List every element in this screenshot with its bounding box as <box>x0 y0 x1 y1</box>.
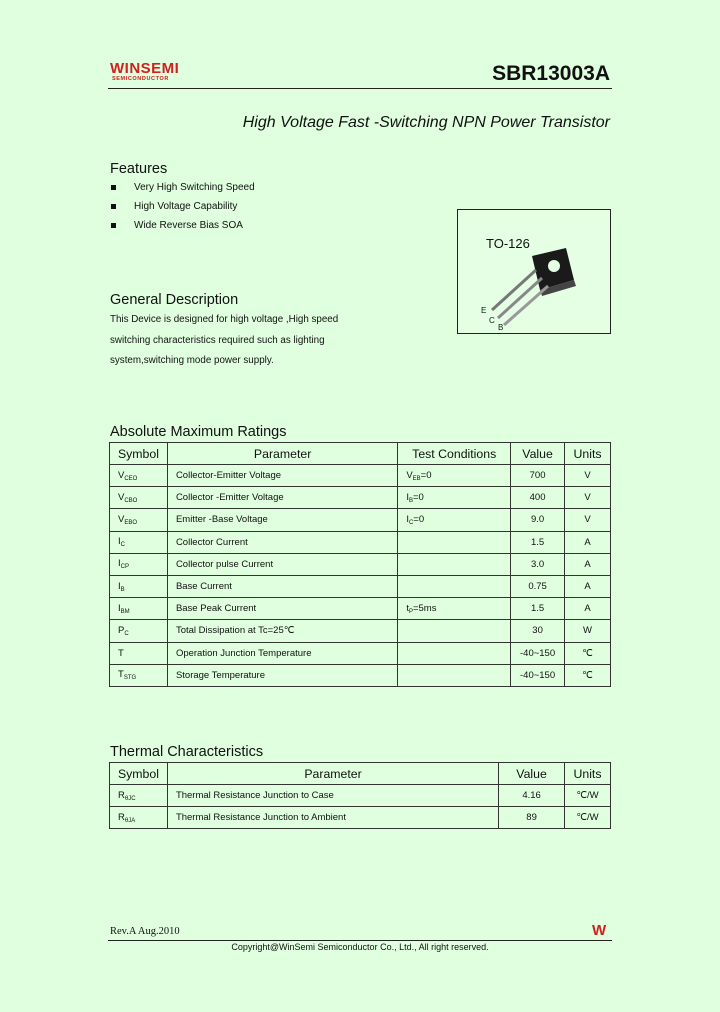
footer-divider <box>108 940 612 941</box>
symbol-letter: V <box>118 469 125 481</box>
table-header-row <box>110 763 611 785</box>
unit-cell: ℃/W <box>565 785 611 807</box>
unit-cell: W <box>565 620 611 642</box>
parameter-cell: Thermal Resistance Junction to Ambient <box>167 807 498 829</box>
parameter-cell: Collector pulse Current <box>167 553 397 575</box>
symbol-cell <box>110 487 168 509</box>
symbol-cell <box>110 620 168 642</box>
unit-cell: V <box>565 465 611 487</box>
condition-part: I <box>406 491 409 503</box>
symbol-subscript: CP <box>120 564 129 571</box>
column-header: Units <box>565 443 611 465</box>
symbol-cell <box>110 465 168 487</box>
symbol-letter: V <box>118 513 125 525</box>
unit-cell: ℃ <box>565 664 611 686</box>
description-heading: General Description <box>110 292 239 308</box>
column-header: Units <box>565 763 611 785</box>
svg-text:B: B <box>498 323 504 332</box>
table-row <box>110 620 611 642</box>
condition-part: P <box>408 608 413 615</box>
feature-item: Wide Reverse Bias SOA <box>111 220 243 231</box>
parameter-cell: Base Peak Current <box>167 598 397 620</box>
feature-item: High Voltage Capability <box>111 201 237 212</box>
condition-part: C <box>408 519 414 526</box>
symbol-letter: T <box>118 647 124 659</box>
column-header: Parameter <box>167 763 498 785</box>
parameter-cell: Thermal Resistance Junction to Case <box>167 785 498 807</box>
symbol-letter: R <box>118 811 125 823</box>
abs-max-heading: Absolute Maximum Ratings <box>110 424 287 440</box>
symbol-letter: V <box>118 491 125 503</box>
table-row <box>110 553 611 575</box>
unit-cell: A <box>565 598 611 620</box>
description-text: This Device is designed for high voltage ,High speed switching characteristics required such as lighting system,switching mode power supply. <box>110 314 339 366</box>
symbol-cell <box>110 807 168 829</box>
symbol-letter: I <box>118 602 121 614</box>
value-cell: -40~150 <box>511 642 565 664</box>
symbol-letter: I <box>118 580 121 592</box>
table-row <box>110 531 611 553</box>
value-cell: 89 <box>499 807 565 829</box>
condition-part: I <box>406 513 409 525</box>
symbol-subscript: CEO <box>124 475 138 482</box>
symbol-subscript: BM <box>120 608 130 615</box>
column-header: Value <box>499 763 565 785</box>
condition-part: t <box>406 602 409 614</box>
table-row <box>110 487 611 509</box>
unit-cell: V <box>565 509 611 531</box>
value-cell: 1.5 <box>511 531 565 553</box>
symbol-cell <box>110 642 168 664</box>
symbol-cell <box>110 509 168 531</box>
condition-cell <box>398 487 511 509</box>
parameter-cell: Storage Temperature <box>167 664 397 686</box>
features-heading: Features <box>110 161 168 177</box>
value-cell: 400 <box>511 487 565 509</box>
svg-text:E: E <box>481 306 487 315</box>
unit-cell: A <box>565 553 611 575</box>
unit-cell: ℃/W <box>565 807 611 829</box>
table-row <box>110 465 611 487</box>
parameter-cell: Collector -Emitter Voltage <box>167 487 397 509</box>
condition-part: =0 <box>420 469 432 481</box>
parameter-cell: Emitter -Base Voltage <box>167 509 397 531</box>
to126-package-icon <box>458 210 610 333</box>
winsemi-logo: WINSEMI <box>110 60 180 77</box>
table-row <box>110 575 611 597</box>
unit-cell: V <box>565 487 611 509</box>
value-cell: 0.75 <box>511 575 565 597</box>
abs-max-table <box>109 442 611 687</box>
package-diagram <box>457 209 611 334</box>
unit-cell: A <box>565 531 611 553</box>
copyright-text: Copyright@WinSemi Semiconductor Co., Ltd., All right reserved. <box>231 942 489 952</box>
table-row <box>110 785 611 807</box>
column-header: Value <box>511 443 565 465</box>
winsemi-mark-icon: W <box>592 922 607 939</box>
parameter-cell: Collector-Emitter Voltage <box>167 465 397 487</box>
value-cell: 1.5 <box>511 598 565 620</box>
document-subtitle: High Voltage Fast -Switching NPN Power Transistor <box>242 114 610 131</box>
value-cell: 3.0 <box>511 553 565 575</box>
unit-cell: ℃ <box>565 642 611 664</box>
condition-part: EB <box>412 475 421 482</box>
parameter-cell: Operation Junction Temperature <box>167 642 397 664</box>
symbol-subscript: EBO <box>124 519 138 526</box>
condition-cell <box>398 642 511 664</box>
parameter-cell: Collector Current <box>167 531 397 553</box>
feature-item: Very High Switching Speed <box>111 182 255 193</box>
thermal-table <box>109 762 611 829</box>
condition-part: V <box>406 469 413 481</box>
symbol-cell <box>110 785 168 807</box>
value-cell: 700 <box>511 465 565 487</box>
symbol-letter: I <box>118 558 121 570</box>
value-cell: 30 <box>511 620 565 642</box>
symbol-cell <box>110 531 168 553</box>
symbol-subscript: STG <box>123 675 137 682</box>
symbol-subscript: B <box>120 586 125 593</box>
condition-cell <box>398 509 511 531</box>
symbol-cell <box>110 575 168 597</box>
symbol-cell <box>110 664 168 686</box>
condition-part: =0 <box>413 513 425 525</box>
symbol-letter: R <box>118 789 125 801</box>
condition-cell <box>398 664 511 686</box>
value-cell: 9.0 <box>511 509 565 531</box>
symbol-subscript: C <box>124 630 129 637</box>
table-row <box>110 598 611 620</box>
condition-cell <box>398 531 511 553</box>
column-header: Symbol <box>110 763 168 785</box>
symbol-subscript: θJA <box>124 817 136 824</box>
table-row <box>110 509 611 531</box>
parameter-cell: Base Current <box>167 575 397 597</box>
table-row <box>110 664 611 686</box>
condition-part: =5ms <box>412 602 437 614</box>
condition-cell <box>398 620 511 642</box>
symbol-subscript: C <box>120 542 125 549</box>
condition-part: =0 <box>412 491 424 503</box>
table-row <box>110 642 611 664</box>
symbol-cell <box>110 553 168 575</box>
parameter-cell: Total Dissipation at Tc=25℃ <box>167 620 397 642</box>
condition-cell <box>398 553 511 575</box>
condition-cell <box>398 598 511 620</box>
value-cell: 4.16 <box>499 785 565 807</box>
value-cell: -40~150 <box>511 664 565 686</box>
symbol-letter: I <box>118 536 121 548</box>
condition-cell <box>398 575 511 597</box>
symbol-letter: T <box>118 669 124 681</box>
condition-part: B <box>408 497 413 504</box>
revision-text: Rev.A Aug.2010 <box>110 926 180 937</box>
symbol-subscript: θJC <box>124 795 136 802</box>
winsemi-logo-subtext: SEMICONDUCTOR <box>112 76 169 82</box>
header-divider <box>108 88 612 89</box>
symbol-cell <box>110 598 168 620</box>
svg-text:C: C <box>489 316 495 325</box>
thermal-heading: Thermal Characteristics <box>110 744 264 760</box>
part-number: SBR13003A <box>492 62 610 85</box>
column-header: Test Conditions <box>398 443 511 465</box>
column-header: Parameter <box>167 443 397 465</box>
table-header-row <box>110 443 611 465</box>
unit-cell: A <box>565 575 611 597</box>
symbol-letter: P <box>118 624 125 636</box>
symbol-subscript: CBO <box>124 497 138 504</box>
condition-cell <box>398 465 511 487</box>
column-header: Symbol <box>110 443 168 465</box>
table-row <box>110 807 611 829</box>
svg-text:TO-126: TO-126 <box>486 236 530 251</box>
